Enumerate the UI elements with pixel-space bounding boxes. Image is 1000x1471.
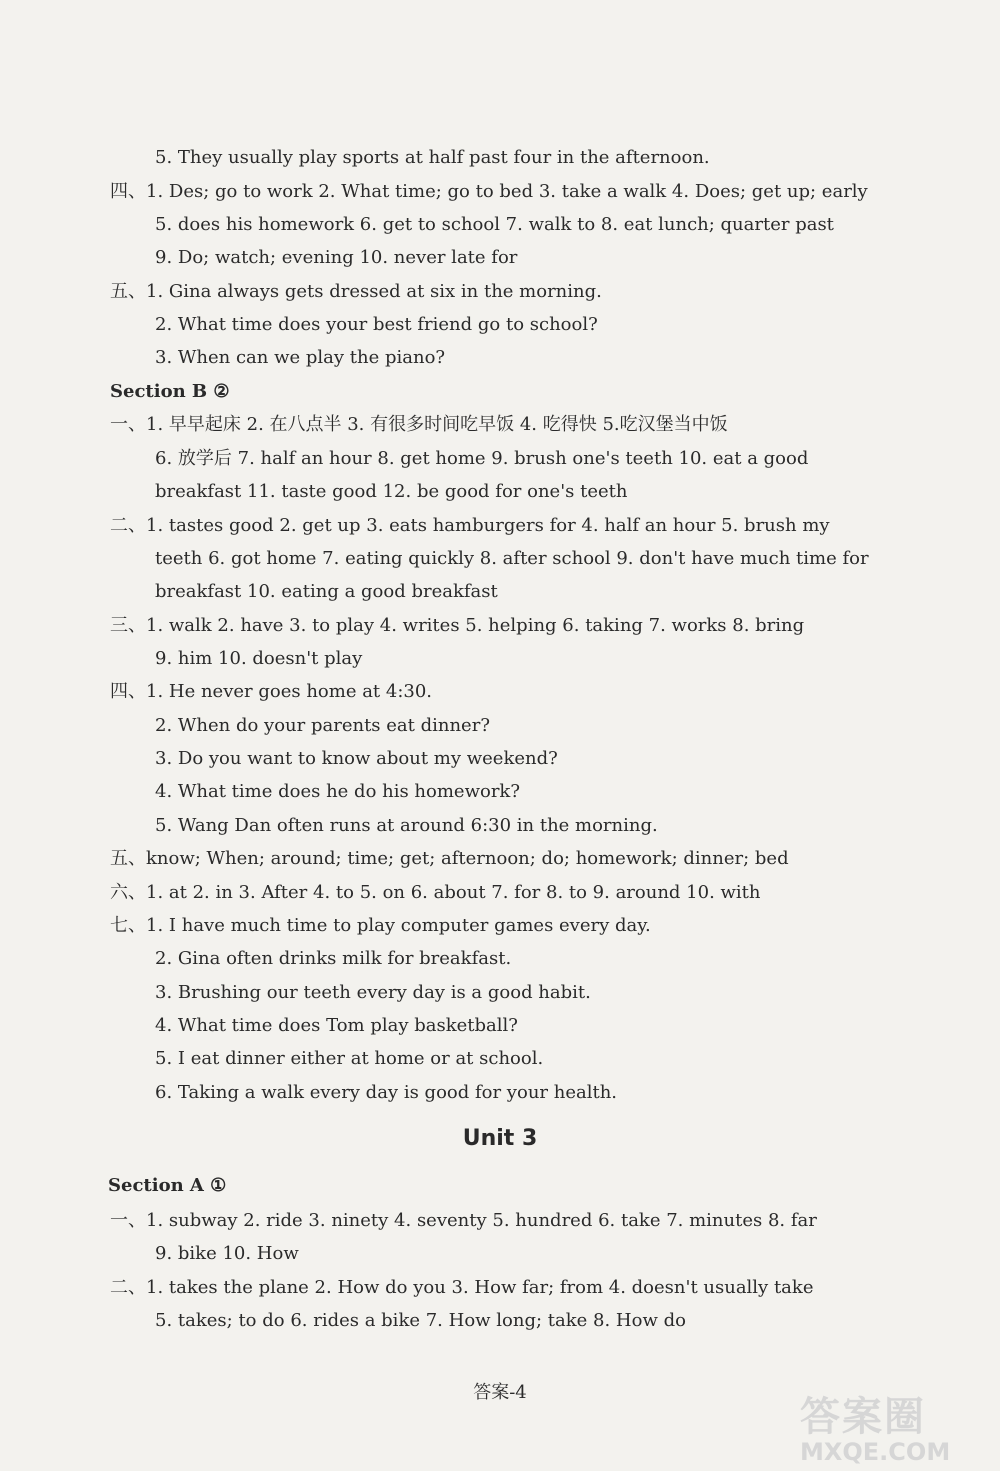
- answer-line: 五、know; When; around; time; get; afternoon; do; homework; dinner; bed: [110, 848, 789, 869]
- answer-line: 2. What time does your best friend go to school?: [155, 314, 598, 335]
- answer-line: 一、1. 早早起床 2. 在八点半 3. 有很多时间吃早饭 4. 吃得快 5.吃汉堡当中饭: [110, 414, 728, 435]
- answer-line: 5. takes; to do 6. rides a bike 7. How long; take 8. How do: [155, 1310, 686, 1331]
- section-a-heading: Section A ①: [108, 1175, 227, 1196]
- answer-line: 6. Taking a walk every day is good for your health.: [155, 1082, 618, 1103]
- answer-line: 二、1. takes the plane 2. How do you 3. How far; from 4. doesn't usually take: [110, 1277, 814, 1298]
- unit-title: Unit 3: [462, 1126, 538, 1151]
- answer-line: 一、1. subway 2. ride 3. ninety 4. seventy 5. hundred 6. take 7. minutes 8. far: [110, 1210, 817, 1231]
- answer-line: 3. Do you want to know about my weekend?: [155, 748, 558, 769]
- answer-line: breakfast 10. eating a good breakfast: [155, 581, 498, 602]
- answer-line: 9. bike 10. How: [155, 1243, 299, 1264]
- answer-line: 5. I eat dinner either at home or at school.: [155, 1048, 544, 1069]
- watermark-logo: [800, 1395, 990, 1465]
- answer-line: 5. Wang Dan often runs at around 6:30 in the morning.: [155, 815, 658, 836]
- answer-line: 2. Gina often drinks milk for breakfast.: [155, 948, 512, 969]
- answer-line: 9. Do; watch; evening 10. never late for: [155, 247, 518, 268]
- answer-line: 六、1. at 2. in 3. After 4. to 5. on 6. about 7. for 8. to 9. around 10. with: [110, 882, 761, 903]
- answer-line: 6. 放学后 7. half an hour 8. get home 9. brush one's teeth 10. eat a good: [155, 448, 809, 469]
- answer-line: 5. They usually play sports at half past four in the afternoon.: [155, 147, 710, 168]
- answer-line: 9. him 10. doesn't play: [155, 648, 363, 669]
- answer-line: 五、1. Gina always gets dressed at six in the morning.: [110, 281, 602, 302]
- answer-line: breakfast 11. taste good 12. be good for one's teeth: [155, 481, 628, 502]
- answer-line: 三、1. walk 2. have 3. to play 4. writes 5. helping 6. taking 7. works 8. bring: [110, 615, 805, 636]
- answer-line: 4. What time does Tom play basketball?: [155, 1015, 518, 1036]
- answer-line: 4. What time does he do his homework?: [155, 781, 520, 802]
- section-b-heading: Section B ②: [110, 381, 230, 402]
- answer-line: 2. When do your parents eat dinner?: [155, 715, 490, 736]
- answer-line: 3. Brushing our teeth every day is a good habit.: [155, 982, 591, 1003]
- page-number: 答案-4: [473, 1382, 527, 1403]
- answer-line: 四、1. Des; go to work 2. What time; go to bed 3. take a walk 4. Does; get up; early: [110, 181, 868, 202]
- watermark-text: 答案圈: [800, 1394, 926, 1440]
- answer-line: 七、1. I have much time to play computer games every day.: [110, 915, 651, 936]
- answer-line: 5. does his homework 6. get to school 7. walk to 8. eat lunch; quarter past: [155, 214, 834, 235]
- answer-line: 3. When can we play the piano?: [155, 347, 446, 368]
- watermark-url: MXQE.COM: [800, 1438, 951, 1466]
- answer-line: teeth 6. got home 7. eating quickly 8. after school 9. don't have much time for: [155, 548, 869, 569]
- answer-line: 二、1. tastes good 2. get up 3. eats hamburgers for 4. half an hour 5. brush my: [110, 515, 830, 536]
- answer-line: 四、1. He never goes home at 4:30.: [110, 681, 433, 702]
